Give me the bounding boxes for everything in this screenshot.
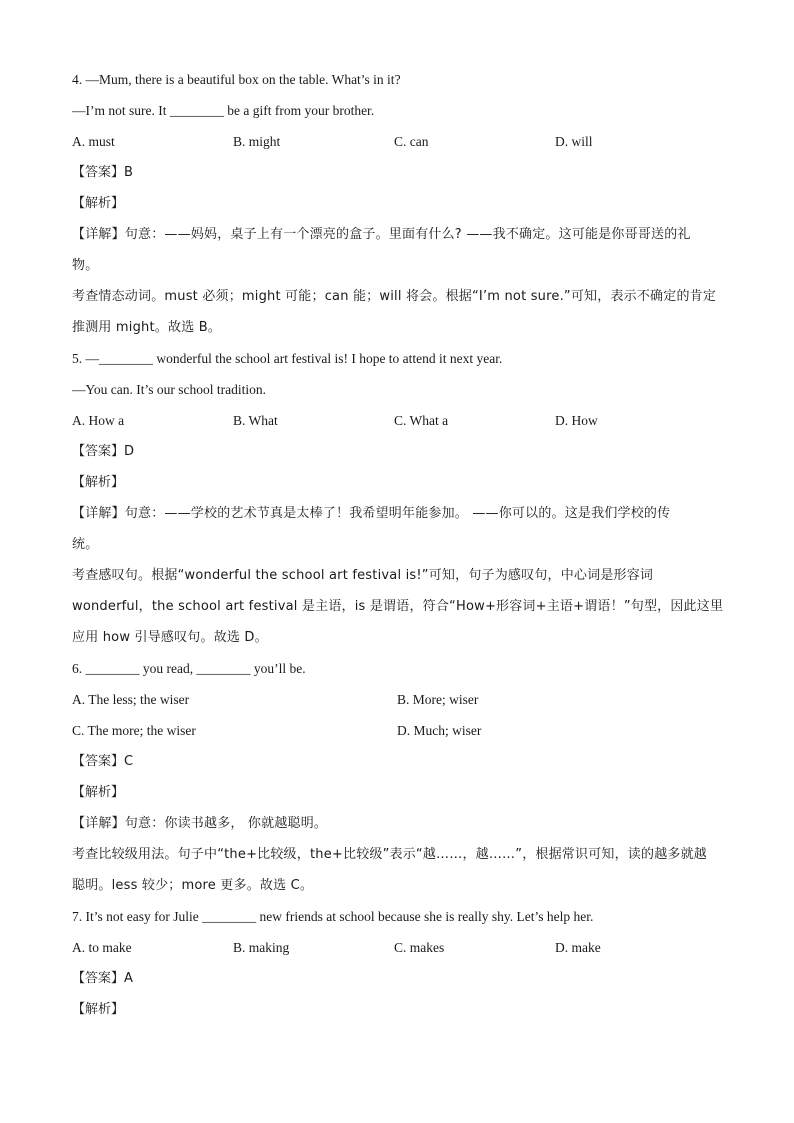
- q7-option-a: A. to make: [72, 940, 132, 955]
- q7-stem-line-1: 7. It’s not easy for Julie ________ new friends at school because she is really shy. Let’s help her.: [72, 909, 594, 924]
- q4-detail-line-2: 物。: [72, 258, 99, 273]
- q6-answer: 【答案】C: [72, 754, 134, 769]
- q7-analysis-label: 【解析】: [72, 1002, 125, 1017]
- q5-answer: 【答案】D: [72, 444, 135, 459]
- q6-option-c: C. The more; the wiser: [72, 723, 196, 738]
- q4-option-c: C. can: [394, 134, 429, 149]
- q4-stem-line-2: —I’m not sure. It ________ be a gift from your brother.: [72, 103, 375, 118]
- q6-option-d: D. Much; wiser: [397, 723, 482, 738]
- q5-detail-line-1: 【详解】句意：——学校的艺术节真是太棒了！我希望明年能参加。 ——你可以的。这是我们学校的传: [72, 506, 671, 521]
- q5-analysis-label: 【解析】: [72, 475, 125, 490]
- q7-option-d: D. make: [555, 940, 601, 955]
- document-page: [72, 64, 724, 1025]
- q4-stem-line-1: 4. —Mum, there is a beautiful box on the table. What’s in it?: [72, 72, 401, 87]
- q4-explain-line-1: 考查情态动词。must 必须；might 可能；can 能；will 将会。根据“I’m not sure.”可知，表示不确定的肯定: [72, 289, 717, 304]
- q5-options: [72, 405, 724, 436]
- q7-option-c: C. makes: [394, 940, 445, 955]
- q5-stem-line-1: 5. —________ wonderful the school art festival is! I hope to attend it next year.: [72, 351, 503, 366]
- q6-stem-line-1: 6. ________ you read, ________ you’ll be.: [72, 661, 306, 676]
- q5-option-b: B. What: [233, 413, 278, 428]
- q4-explain-line-2: 推测用 might。故选 B。: [72, 320, 222, 335]
- q5-explain-line-3: 应用 how 引导感叹句。故选 D。: [72, 630, 268, 645]
- q5-explain-line-2: wonderful，the school art festival 是主语，is 是谓语，符合“How+形容词+主语+谓语！”句型，因此这里: [72, 599, 724, 614]
- q4-option-a: A. must: [72, 134, 115, 149]
- q4-answer: 【答案】B: [72, 165, 133, 180]
- q5-option-c: C. What a: [394, 413, 449, 428]
- q5-detail-line-2: 统。: [72, 537, 99, 552]
- q6-detail-line-1: 【详解】句意：你读书越多， 你就越聪明。: [72, 816, 328, 831]
- q5-stem-line-2: —You can. It’s our school tradition.: [72, 382, 266, 397]
- q4-option-b: B. might: [233, 134, 281, 149]
- q6-explain-line-1: 考查比较级用法。句子中“the+比较级，the+比较级”表示“越……，越……”，根据常识可知，读的越多就越: [72, 847, 707, 862]
- q6-option-b: B. More; wiser: [397, 692, 479, 707]
- q4-options: [72, 126, 724, 157]
- q7-answer: 【答案】A: [72, 971, 133, 986]
- q4-detail-line-1: 【详解】句意：——妈妈，桌子上有一个漂亮的盒子。里面有什么? ——我不确定。这可能是你哥哥送的礼: [72, 227, 691, 242]
- q7-options: [72, 932, 724, 963]
- q4-analysis-label: 【解析】: [72, 196, 125, 211]
- q5-explain-line-1: 考查感叹句。根据“wonderful the school art festival is!”可知，句子为感叹句，中心词是形容词: [72, 568, 654, 583]
- q6-options-row-2: [72, 715, 724, 746]
- q5-option-d: D. How: [555, 413, 598, 428]
- q6-explain-line-2: 聪明。less 较少；more 更多。故选 C。: [72, 878, 314, 893]
- q6-option-a: A. The less; the wiser: [72, 692, 190, 707]
- q6-options-row-1: [72, 684, 724, 715]
- q7-option-b: B. making: [233, 940, 290, 955]
- q6-analysis-label: 【解析】: [72, 785, 125, 800]
- q5-option-a: A. How a: [72, 413, 125, 428]
- q4-option-d: D. will: [555, 134, 593, 149]
